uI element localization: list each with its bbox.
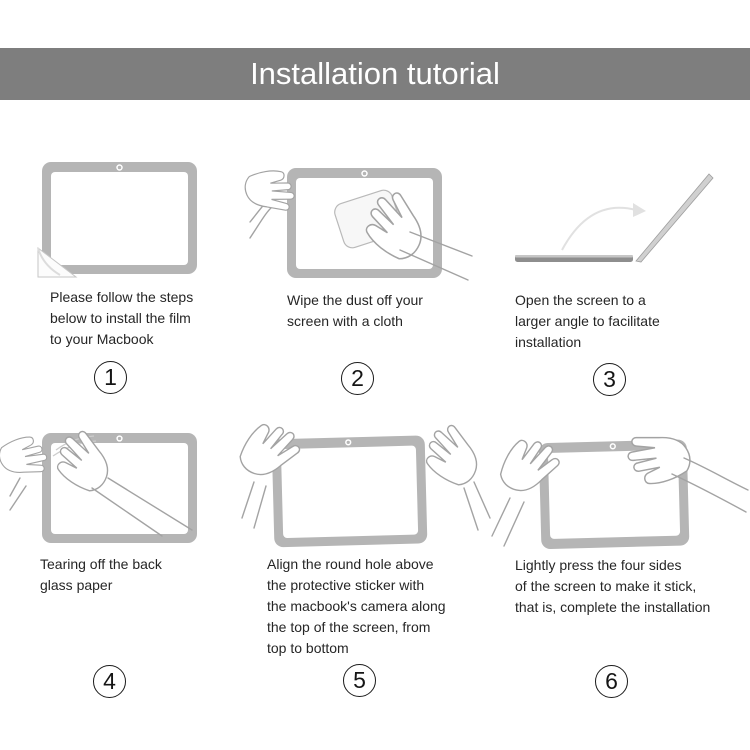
step-6-number-badge: 6 <box>595 665 628 698</box>
step-4-illustration <box>10 430 242 550</box>
step-4-number-badge: 4 <box>93 665 126 698</box>
macbook-screen <box>51 172 188 265</box>
caption-line: of the screen to make it stick, <box>515 578 697 594</box>
step-2-caption <box>287 290 467 332</box>
step-5-number-badge: 5 <box>343 664 376 697</box>
macbook-screen <box>281 446 418 539</box>
caption-line: that is, complete the installation <box>515 599 711 615</box>
step-2-number-badge: 2 <box>341 362 374 395</box>
caption-line: top to bottom <box>267 640 349 656</box>
holding-hand <box>0 434 49 510</box>
caption-line: Please follow the steps <box>50 289 194 305</box>
caption-line: installation <box>515 334 582 350</box>
step-1-number-badge: 1 <box>94 361 127 394</box>
caption-line: the protective sticker with <box>267 577 425 593</box>
step-1-illustration <box>36 162 201 282</box>
caption-line: the top of the screen, from <box>267 619 431 635</box>
step-3-number-badge: 3 <box>593 363 626 396</box>
step-5-illustration <box>240 426 492 552</box>
page-title: Installation tutorial <box>250 56 500 91</box>
open-direction-arrow <box>562 203 646 250</box>
caption-line: glass paper <box>40 577 113 593</box>
step-6-illustration <box>492 428 750 552</box>
caption-line: Lightly press the four sides <box>515 557 682 573</box>
step-1-caption <box>50 287 230 350</box>
step-3-caption <box>515 290 705 353</box>
caption-line: to your Macbook <box>50 331 154 347</box>
caption-line: Open the screen to a <box>515 292 646 308</box>
caption-line: screen with a cloth <box>287 313 403 329</box>
caption-line: Tearing off the back <box>40 556 162 572</box>
laptop-base-highlight <box>515 255 633 258</box>
step-3-illustration <box>500 160 745 270</box>
caption-line: Wipe the dust off your <box>287 292 423 308</box>
step-5-caption <box>267 554 477 659</box>
header-bar <box>0 48 750 100</box>
caption-line: below to install the film <box>50 310 191 326</box>
caption-line: the macbook's camera along <box>267 598 446 614</box>
step-4-caption <box>40 554 210 596</box>
step-6-caption <box>515 555 745 618</box>
step-2-illustration <box>250 160 474 284</box>
caption-line: Align the round hole above <box>267 556 434 572</box>
caption-line: larger angle to facilitate <box>515 313 660 329</box>
laptop-screen <box>636 174 713 262</box>
